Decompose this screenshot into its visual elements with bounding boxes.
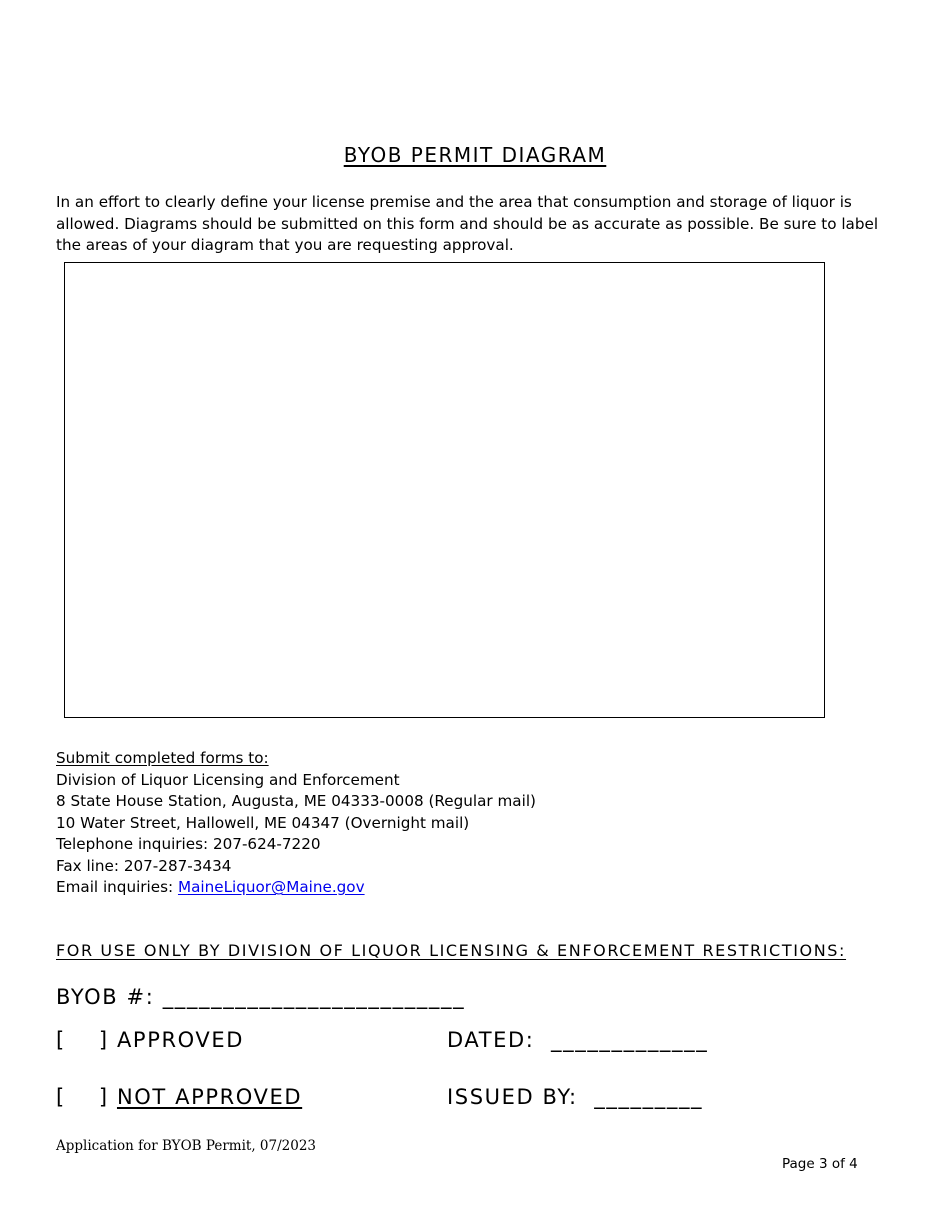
- not-approved-label: NOT APPROVED: [116, 1085, 303, 1109]
- page-number: Page 3 of 4: [782, 1156, 858, 1172]
- email-link[interactable]: MaineLiquor@Maine.gov: [177, 878, 365, 896]
- dated-field[interactable]: DATED: _____________: [447, 1028, 709, 1052]
- overnight-mail-address: 10 Water Street, Hallowell, ME 04347 (Overnight mail): [56, 813, 470, 832]
- email-line: [56, 877, 536, 899]
- diagram-drawing-area[interactable]: [64, 262, 825, 718]
- submit-info: [56, 748, 536, 899]
- issued-by-field[interactable]: ISSUED BY: _________: [447, 1085, 704, 1109]
- office-use-heading: FOR USE ONLY BY DIVISION OF LIQUOR LICENSING & ENFORCEMENT RESTRICTIONS:: [56, 941, 847, 960]
- division-name: Division of Liquor Licensing and Enforcement: [56, 770, 400, 789]
- regular-mail-address: 8 State House Station, Augusta, ME 04333-0008 (Regular mail): [56, 792, 536, 810]
- approved-option[interactable]: [56, 1028, 244, 1052]
- form-footer-name: Application for BYOB Permit, 07/2023: [56, 1138, 317, 1154]
- instructions-paragraph: In an effort to clearly define your license premise and the area that consumption and storage of liquor is allowed. Diagrams should be submitted on this form and should be as accurate as possible. Be sure to label the areas of your diagram that you are requesting approval.: [56, 193, 879, 254]
- submit-heading: Submit completed forms to:: [56, 749, 269, 767]
- approved-label: APPROVED: [116, 1028, 245, 1052]
- fax-line: Fax line: 207-287-3434: [56, 856, 232, 875]
- email-label: Email inquiries:: [56, 878, 178, 896]
- byob-number-field[interactable]: BYOB #: _________________________: [56, 985, 466, 1009]
- telephone-line: Telephone inquiries: 207-624-7220: [56, 835, 321, 853]
- not-approved-checkbox[interactable]: [ ]: [56, 1085, 109, 1109]
- approved-checkbox[interactable]: [ ]: [56, 1028, 109, 1052]
- page-title: [0, 143, 950, 167]
- title-text: BYOB PERMIT DIAGRAM: [343, 143, 607, 167]
- not-approved-option[interactable]: [56, 1085, 302, 1109]
